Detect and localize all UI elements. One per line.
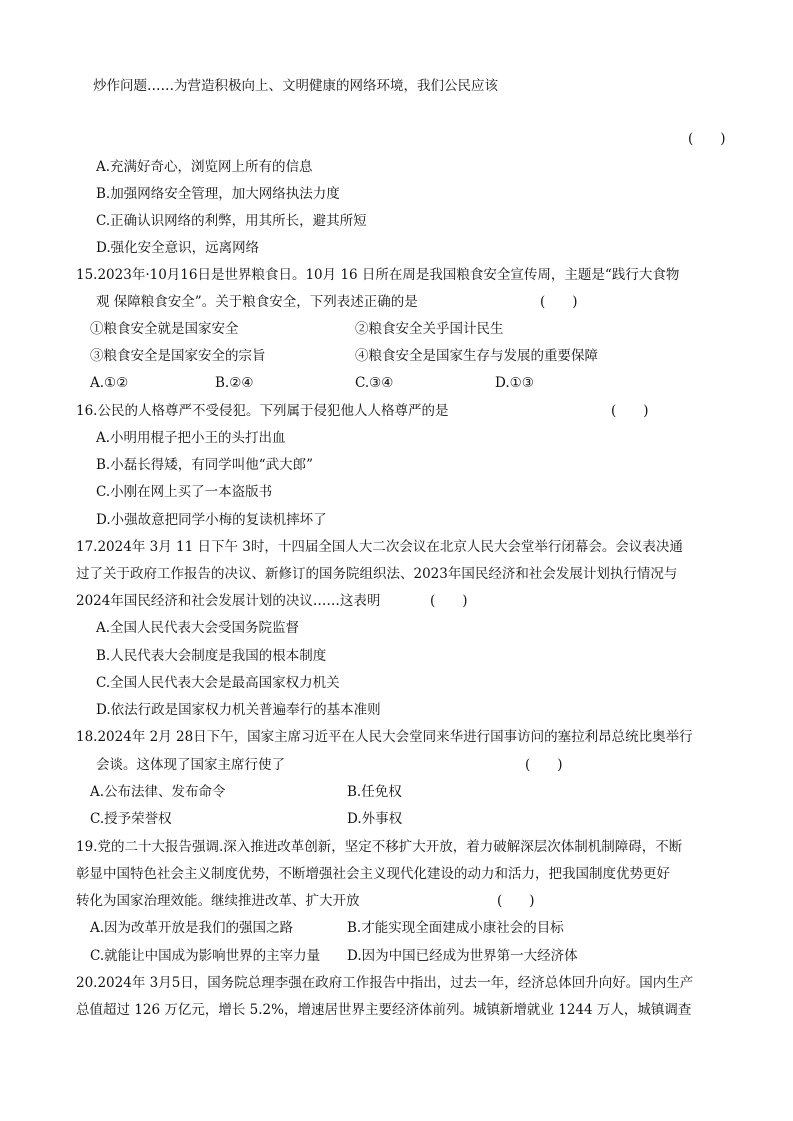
q17-stem-line2: 过了关于政府工作报告的决议、新修订的国务院组织法、2023年国民经济和社会发展计划执行情况与 xyxy=(76,566,678,582)
q18-stem-line1: 18.2024年 2月 28日下午，国家主席习近平在人民大会堂同来华进行国事访问的塞拉利昂总统比奥举行 xyxy=(76,729,693,745)
q19-stem-line3: 转化为国家治理效能。继续推进改革、扩大开放 xyxy=(76,893,360,909)
q14-answer-paren: ( ) xyxy=(688,131,726,147)
q19-option-a: A.因为改革开放是我们的强国之路 xyxy=(90,920,294,936)
q18-option-b: B.任免权 xyxy=(347,784,402,800)
q14-option-c: C.正确认识网络的利弊，用其所长，避其所短 xyxy=(96,213,367,229)
q17-option-d: D.依法行政是国家权力机关普遍奉行的基本准则 xyxy=(96,702,381,718)
q19-stem-line2: 彰显中国特色社会主义制度优势，不断增强社会主义现代化建设的动力和活力，把我国制度优势更好 xyxy=(76,866,670,882)
q15-option-a: A.①② xyxy=(90,375,129,391)
q15-statement-4: ④粮食安全是国家生存与发展的重要保障 xyxy=(355,348,598,364)
q14-option-d: D.强化安全意识，远离网络 xyxy=(96,240,260,256)
q18-option-c: C.授予荣誉权 xyxy=(90,811,172,827)
q19-answer-paren: ( ) xyxy=(497,893,535,909)
q17-option-c: C.全国人民代表大会是最高国家权力机关 xyxy=(96,675,340,691)
q14-option-a: A.充满好奇心，浏览网上所有的信息 xyxy=(96,159,313,175)
q16-stem-line1: 16.公民的人格尊严不受侵犯。下列属于侵犯他人人格尊严的是 xyxy=(76,403,449,419)
q15-option-d: D.①③ xyxy=(495,375,534,391)
q15-stem-line2: 观 保障粮食安全”。关于粮食安全，下列表述正确的是 xyxy=(96,294,418,310)
q14-stem-tail: 炒作问题……为营造积极向上、文明健康的网络环境，我们公民应该 xyxy=(93,78,498,94)
q19-option-d: D.因为中国已经成为世界第一大经济体 xyxy=(347,948,578,964)
q18-option-d: D.外事权 xyxy=(347,811,403,827)
q16-option-c: C.小刚在网上买了一本盗版书 xyxy=(96,484,273,500)
q20-stem-line2: 总值超过 126 万亿元，增长 5.2%，增速居世界主要经济体前列。城镇新增就业 1244 万人，城镇调查 xyxy=(76,1002,692,1018)
q17-stem-line1: 17.2024年 3月 11 日下午 3时，十四届全国人大二次会议在北京人民大会堂举行闭幕会。会议表决通 xyxy=(76,539,683,555)
q14-option-b: B.加强网络安全管理，加大网络执法力度 xyxy=(96,186,340,202)
q15-statement-3: ③粮食安全是国家安全的宗旨 xyxy=(90,348,266,364)
q17-stem-line3: 2024年国民经济和社会发展计划的决议……这表明 xyxy=(76,593,381,609)
q16-answer-paren: ( ) xyxy=(611,403,649,419)
q15-stem-line1: 15.2023年·10月16日是世界粮食日。10月 16 日所在周是我国粮食安全宣传周，主题是“践行大食物 xyxy=(76,267,680,283)
q15-option-c: C.③④ xyxy=(355,375,394,391)
q17-option-a: A.全国人民代表大会受国务院监督 xyxy=(96,620,300,636)
q19-option-c: C.就能让中国成为影响世界的主宰力量 xyxy=(90,948,321,964)
q20-stem-line1: 20.2024年 3月5日，国务院总理李强在政府工作报告中指出，过去一年，经济总体回升向好。国内生产 xyxy=(76,975,694,991)
q15-answer-paren: ( ) xyxy=(540,294,578,310)
q15-statement-2: ②粮食安全关乎国计民生 xyxy=(355,321,504,337)
q15-option-b: B.②④ xyxy=(215,375,254,391)
q18-stem-line2: 会谈。这体现了国家主席行使了 xyxy=(96,757,285,773)
q16-option-b: B.小磊长得矮，有同学叫他“武大郎” xyxy=(96,457,314,473)
q18-answer-paren: ( ) xyxy=(525,757,563,773)
q15-statement-1: ①粮食安全就是国家安全 xyxy=(90,321,239,337)
q16-option-a: A.小明用棍子把小王的头打出血 xyxy=(96,430,286,446)
q19-option-b: B.才能实现全面建成小康社会的目标 xyxy=(347,920,564,936)
q19-stem-line1: 19.党的二十大报告强调.深入推进改革创新，坚定不移扩大开放，着力破解深层次体制机制障碍，不断 xyxy=(76,839,683,855)
q17-answer-paren: ( ) xyxy=(430,593,468,609)
q16-option-d: D.小强故意把同学小梅的复读机摔坏了 xyxy=(96,512,327,528)
q18-option-a: A.公布法律、发布命令 xyxy=(90,784,226,800)
q17-option-b: B.人民代表大会制度是我国的根本制度 xyxy=(96,648,327,664)
